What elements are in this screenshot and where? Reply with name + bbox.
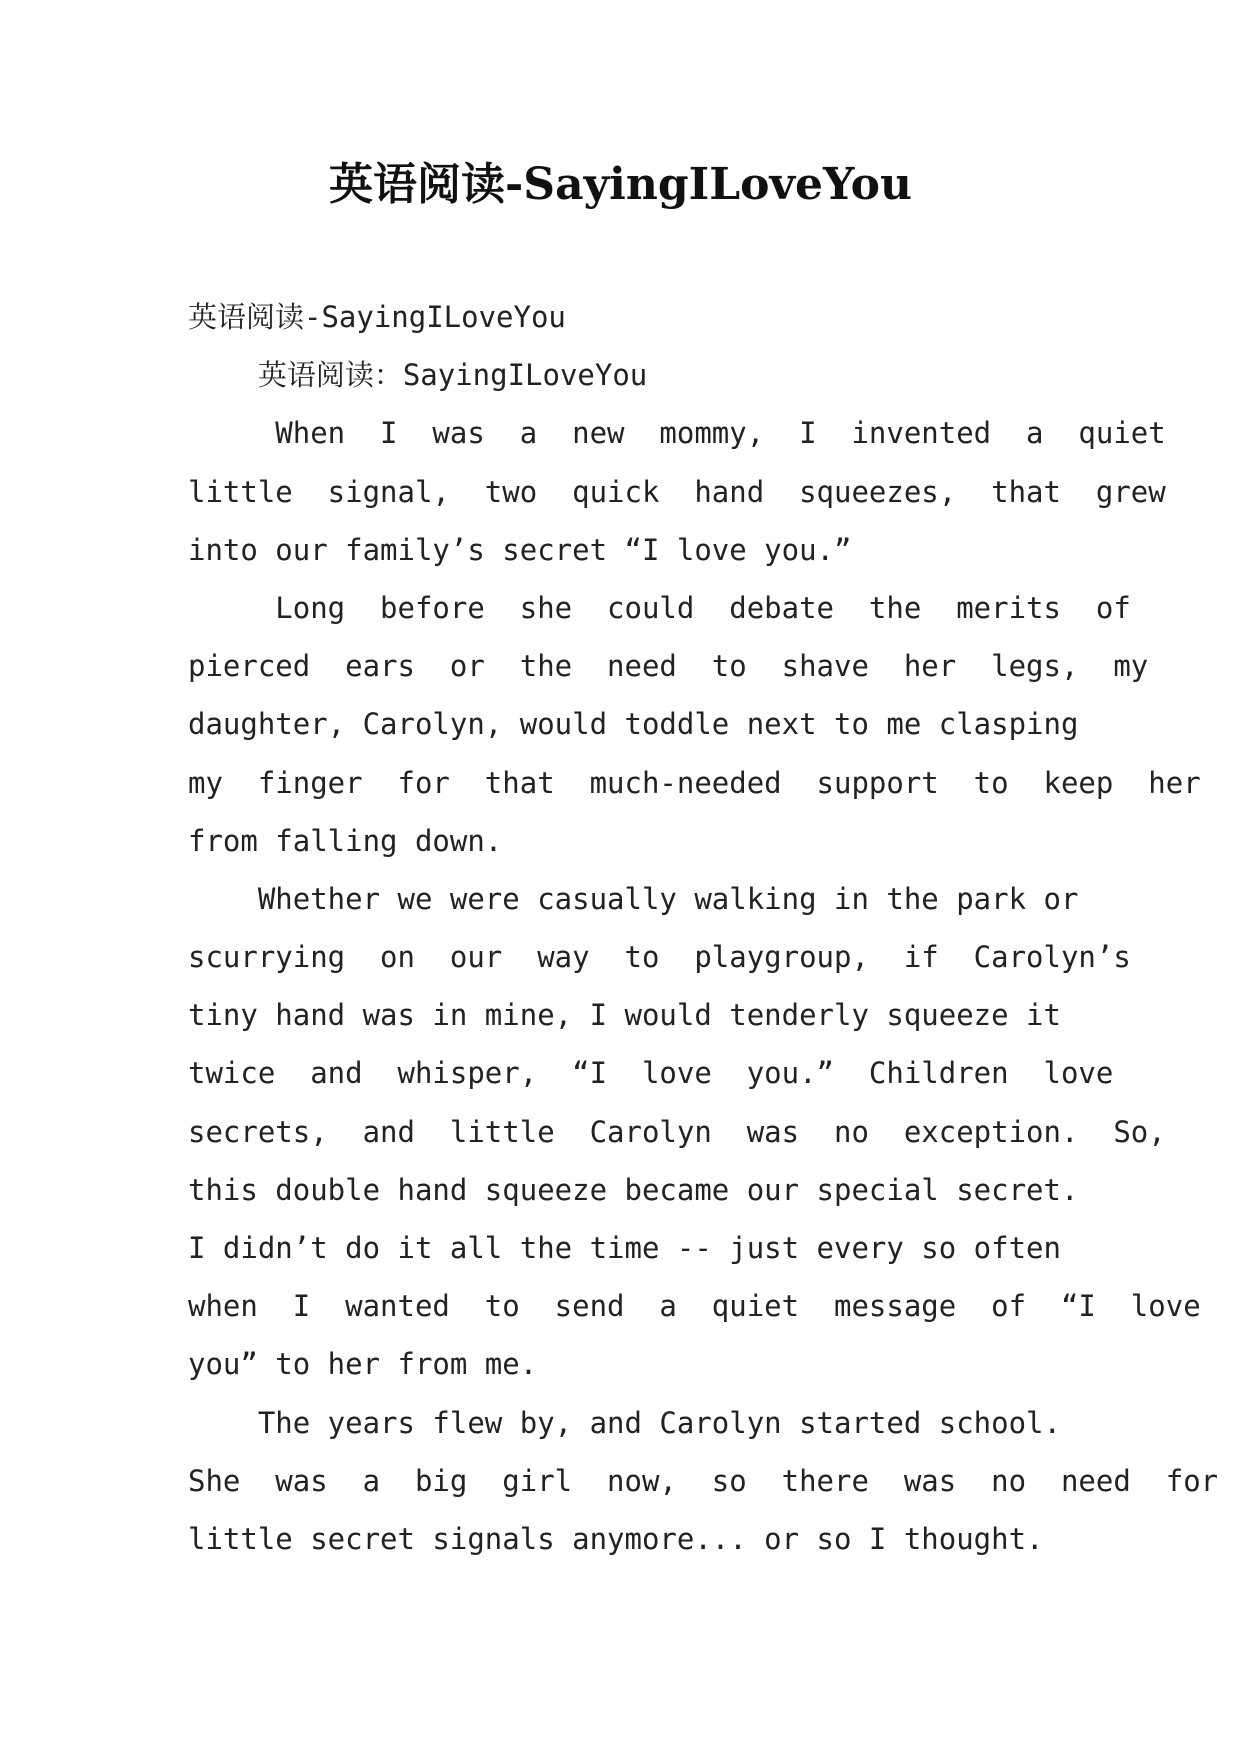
body-line: The years flew by, and Carolyn started school. <box>188 1405 1061 1440</box>
body-line: When I was a new mommy, I invented a quiet <box>188 416 1166 451</box>
body-line: my finger for that much-needed support to keep her <box>188 765 1201 800</box>
body-line: little signal, two quick hand squeezes, that grew <box>188 474 1166 509</box>
body-line: daughter, Carolyn, would toddle next to me clasping <box>188 707 1079 742</box>
body-line: little secret signals anymore... or so I thought. <box>188 1521 1044 1556</box>
body-line-subheading: 英语阅读：SayingILoveYou <box>188 358 648 393</box>
body-line-heading: 英语阅读-SayingILoveYou <box>188 300 566 334</box>
body-line: Long before she could debate the merits of <box>188 590 1131 625</box>
body-line: Whether we were casually walking in the park or <box>188 881 1079 916</box>
body-line: from falling down. <box>188 823 503 858</box>
body-line: She was a big girl now, so there was no need for <box>188 1463 1219 1498</box>
body-line: you” to her from me. <box>188 1347 538 1382</box>
body-line: into our family’s secret “I love you.” <box>188 532 852 567</box>
body-line: secrets, and little Carolyn was no exception. So, <box>188 1114 1166 1149</box>
body-line: when I wanted to send a quiet message of “I love <box>188 1289 1201 1324</box>
document-title: 英语阅读-SayingILoveYou <box>329 159 912 210</box>
body-line: pierced ears or the need to shave her legs, my <box>188 649 1149 684</box>
body-line: tiny hand was in mine, I would tenderly squeeze it <box>188 998 1061 1033</box>
document-body <box>188 288 1219 1568</box>
body-line: I didn’t do it all the time -- just every so often <box>188 1231 1061 1265</box>
body-line: scurrying on our way to playgroup, if Carolyn’s <box>188 940 1131 975</box>
body-line: this double hand squeeze became our special secret. <box>188 1172 1079 1207</box>
body-line: twice and whisper, “I love you.” Children love <box>188 1056 1114 1091</box>
